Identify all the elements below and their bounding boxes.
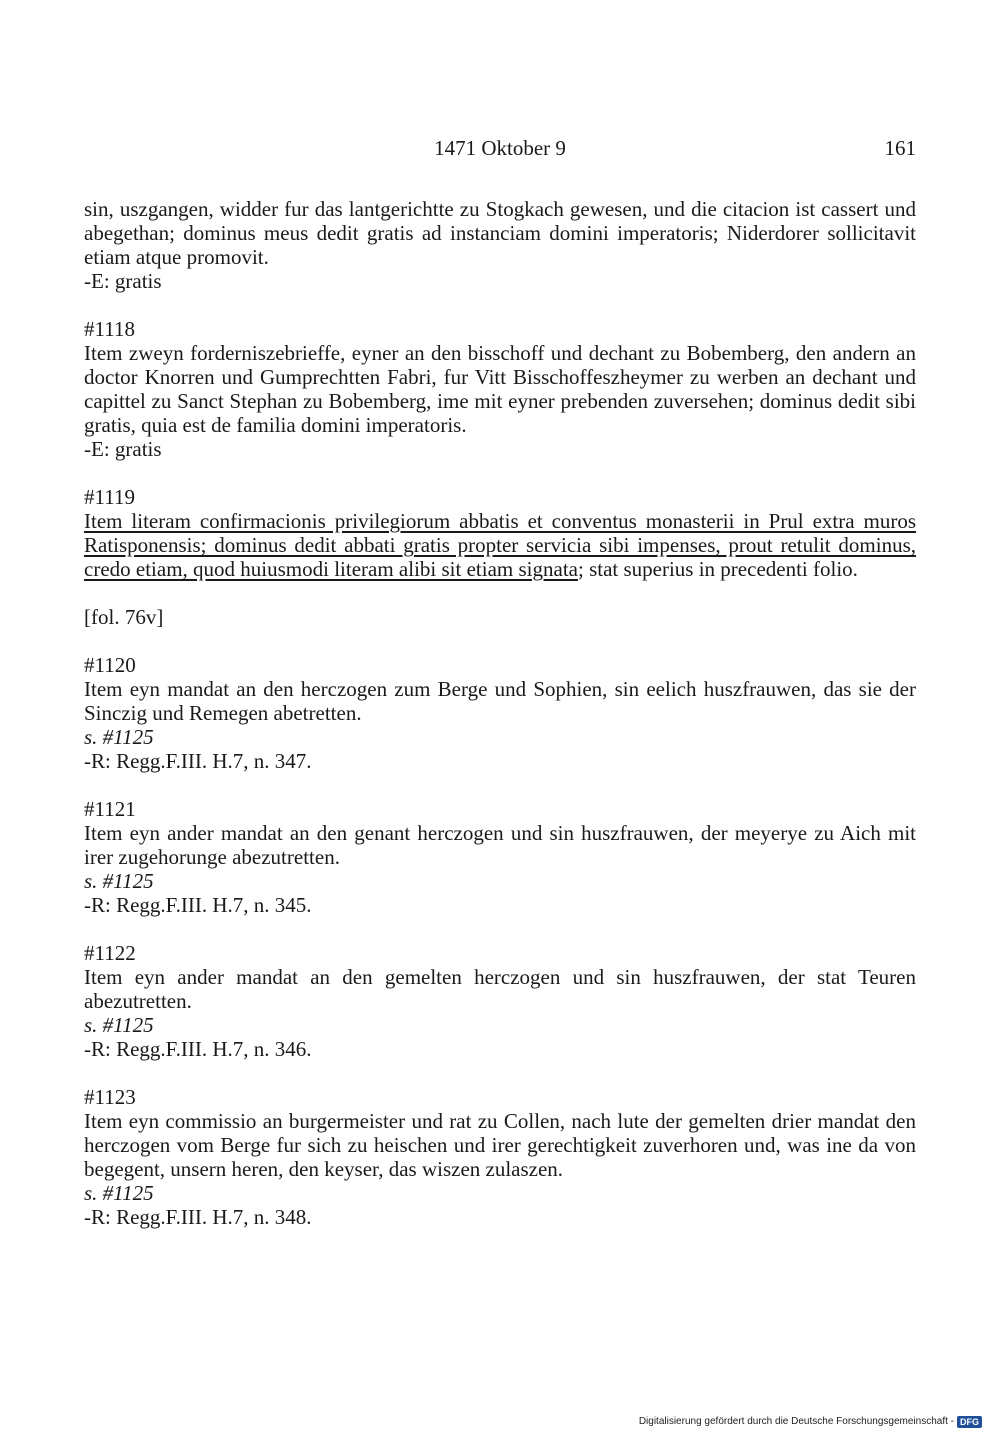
entry-number: #1121 xyxy=(84,797,136,821)
entry-text: Item eyn ander mandat an den genant herczogen und sin huszfrauwen, der meyerye zu Aich mit irer zugehorunge abezutretten. xyxy=(84,821,916,869)
entry-text xyxy=(84,509,916,581)
entry-note: -R: Regg.F.III. H.7, n. 346. xyxy=(84,1037,312,1061)
entry-note: -R: Regg.F.III. H.7, n. 345. xyxy=(84,893,312,917)
funding-footer xyxy=(639,1415,982,1429)
entry-note: -R: Regg.F.III. H.7, n. 347. xyxy=(84,749,312,773)
entry-1119 xyxy=(84,485,916,581)
cross-reference: s. #1125 xyxy=(84,1181,154,1205)
folio-marker: [fol. 76v] xyxy=(84,605,164,629)
cross-reference: s. #1125 xyxy=(84,1013,154,1037)
underlined-passage: Item literam confirmacionis privilegiorum abbatis et conventus monasterii in Prul extra muros Ratisponensis; dominus dedit abbati gratis propter servicia sibi impenses, prout retulit dominus, credo etiam, quod huiusmodi literam alibi sit etiam signata xyxy=(84,509,916,581)
running-title: 1471 Oktober 9 xyxy=(434,136,566,160)
document-body xyxy=(84,197,916,1253)
cross-reference: s. #1125 xyxy=(84,725,154,749)
entry-number: #1122 xyxy=(84,941,136,965)
cross-reference: s. #1125 xyxy=(84,869,154,893)
entry-1121 xyxy=(84,797,916,917)
folio-marker-block xyxy=(84,605,916,629)
entry-text-rest: ; stat superius in precedenti folio. xyxy=(577,557,858,581)
entry-note: -E: gratis xyxy=(84,437,162,461)
entry-text: Item eyn mandat an den herczogen zum Berge und Sophien, sin eelich huszfrauwen, das sie der Sinczig und Remegen abetretten. xyxy=(84,677,916,725)
entry-number: #1123 xyxy=(84,1085,136,1109)
entry-text: Item eyn commissio an burgermeister und rat zu Collen, nach lute der gemelten drier mandat den herczogen vom Berge fur sich zu heischen und irer gerechtigkeit zuverhoren und, was ine da von begegent, unsern heren, den keyser, das wiszen zulaszen. xyxy=(84,1109,916,1181)
entry-1120 xyxy=(84,653,916,773)
entry-1122 xyxy=(84,941,916,1061)
entry-1123 xyxy=(84,1085,916,1229)
running-header xyxy=(84,134,916,162)
entry-number: #1118 xyxy=(84,317,135,341)
funding-text: Digitalisierung gefördert durch die Deutsche Forschungsgemeinschaft - xyxy=(638,1416,954,1427)
entry-note: -E: gratis xyxy=(84,269,162,293)
page-number: 161 xyxy=(884,136,916,160)
entry-number: #1120 xyxy=(84,653,136,677)
dfg-logo-icon: DFG xyxy=(957,1416,982,1428)
entry-continued xyxy=(84,197,916,293)
entry-text: Item eyn ander mandat an den gemelten herczogen und sin huszfrauwen, der stat Teuren abezutretten. xyxy=(84,965,916,1013)
entry-text: Item zweyn forderniszebrieffe, eyner an den bisschoff und dechant zu Bobemberg, den andern an doctor Knorren und Gumprechtten Fabri, fur Vitt Bisschoffeszheymer zu werben an dechant und capittel zu Sanct Stephan zu Bobemberg, ime mit eyner prebenden zuversehen; dominus dedit sibi gratis, quia est de familia domini imperatoris. xyxy=(84,341,916,437)
entry-1118 xyxy=(84,317,916,461)
entry-number: #1119 xyxy=(84,485,135,509)
entry-note: -R: Regg.F.III. H.7, n. 348. xyxy=(84,1205,312,1229)
entry-text: sin, uszgangen, widder fur das lantgerichtte zu Stogkach gewesen, und die citacion ist cassert und abegethan; dominus meus dedit gratis ad instanciam domini imperatoris; Niderdorer sollicitavit etiam atque promovit. xyxy=(84,197,916,269)
